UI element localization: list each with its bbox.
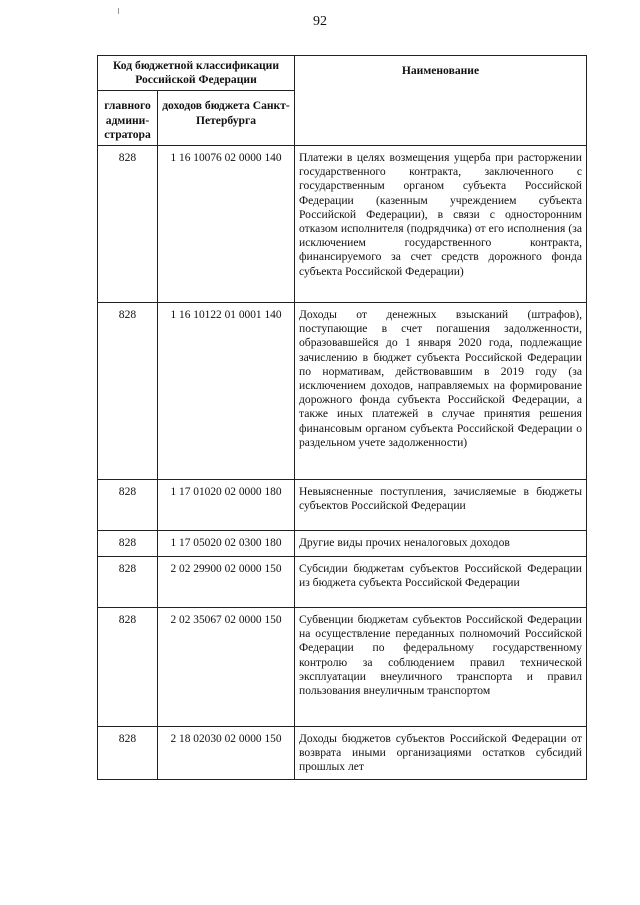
admin-code-cell: 828 [98, 531, 158, 557]
table-row [98, 557, 587, 608]
admin-code-cell: 828 [98, 608, 158, 727]
table-row [98, 303, 587, 480]
name-cell: Платежи в целях возмещения ущерба при расторжении государственного контракта, заключенного с государственным органом субъекта Российской Федерации (казенным учреждением субъекта Российской Федерации), в связи с односторонним отказом исполнителя (подрядчика) от его исполнения (за исключением государственного контракта, финансируемого за счет средств дорожного фонда субъекта Российской Федерации) [295, 146, 587, 303]
admin-code-cell: 828 [98, 480, 158, 531]
budget-classification-table [97, 55, 587, 780]
admin-code-cell: 828 [98, 146, 158, 303]
admin-code-cell: 828 [98, 557, 158, 608]
header-income: доходов бюджета Санкт-Петербурга [158, 91, 295, 146]
income-code-cell: 2 02 29900 02 0000 150 [158, 557, 295, 608]
page-number: 92 [313, 14, 327, 29]
admin-code-cell: 828 [98, 303, 158, 480]
income-code-cell: 2 02 35067 02 0000 150 [158, 608, 295, 727]
table-row [98, 146, 587, 303]
table-row [98, 727, 587, 780]
admin-code-cell: 828 [98, 727, 158, 780]
name-cell: Субсидии бюджетам субъектов Российской Федерации из бюджета субъекта Российской Федерации [295, 557, 587, 608]
name-cell: Другие виды прочих неналоговых доходов [295, 531, 587, 557]
name-cell: Невыясненные поступления, зачисляемые в бюджеты субъектов Российской Федерации [295, 480, 587, 531]
name-cell: Доходы бюджетов субъектов Российской Федерации от возврата иными организациями остатков субсидий прошлых лет [295, 727, 587, 780]
header-name: Наименование [295, 56, 587, 146]
income-code-cell: 1 16 10122 01 0001 140 [158, 303, 295, 480]
income-code-cell: 1 17 05020 02 0300 180 [158, 531, 295, 557]
income-code-cell: 1 16 10076 02 0000 140 [158, 146, 295, 303]
header-admin: главного админи-стратора [98, 91, 158, 146]
income-code-cell: 2 18 02030 02 0000 150 [158, 727, 295, 780]
table-row [98, 608, 587, 727]
income-code-cell: 1 17 01020 02 0000 180 [158, 480, 295, 531]
table-row [98, 531, 587, 557]
name-cell: Доходы от денежных взысканий (штрафов), поступающие в счет погашения задолженности, образовавшейся до 1 января 2020 года, подлежащие зачислению в бюджет субъекта Российской Федерации по нормативам, действовавшим в 2019 году (за исключением доходов, направляемых на формирование дорожного фонда субъекта Российской Федерации, а также иных платежей в случае принятия решения финансовым органом субъекта Российской Федерации о раздельном учете задолженности) [295, 303, 587, 480]
name-cell: Субвенции бюджетам субъектов Российской Федерации на осуществление переданных полномочий Российской Федерации по федеральному государственному контролю за соблюдением правил технической эксплуатации внеуличного транспорта и правил пользования внеуличным транспортом [295, 608, 587, 727]
header-code-group: Код бюджетной классификации Российской Федерации [98, 56, 295, 91]
table-row [98, 480, 587, 531]
